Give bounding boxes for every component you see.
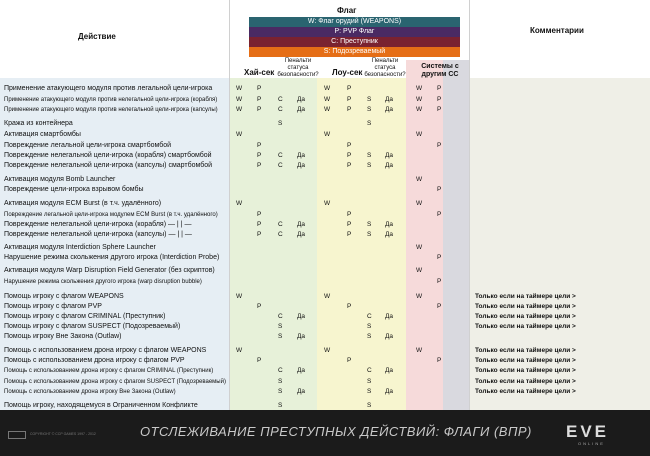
flag-cell-l3: S — [367, 152, 372, 159]
row-label: Нарушение режима скольжения другого игрока (warp disruption bubble) — [4, 279, 202, 285]
row-label: Активация модуля Warp Disruption Field Generator (без скриптов) — [4, 267, 215, 274]
flag-cell-l1: W — [324, 347, 331, 354]
flag-cell-l3: S — [367, 162, 372, 169]
legend-suspect: S: Подозреваемый — [249, 47, 460, 57]
table-row — [0, 346, 650, 356]
row-label: Активация модуля Interdiction Sphere Launcher — [4, 244, 156, 251]
table-row — [0, 243, 650, 253]
flag-cell-h3: S — [278, 323, 283, 330]
flag-cell-h3: S — [278, 388, 283, 395]
table-row — [0, 332, 650, 342]
legend-criminal: C: Преступник — [249, 37, 460, 47]
table-row — [0, 151, 650, 161]
row-label: Повреждение нелегальной цели-игрока (капсулы) — | | — — [4, 231, 192, 238]
flag-cell-h4: Да — [297, 96, 306, 103]
flag-cell-l2: P — [347, 211, 352, 218]
row-comment: Только если на таймере цели > — [475, 347, 576, 354]
flag-cell-h3: C — [278, 313, 283, 320]
flag-cell-h4: Да — [297, 367, 306, 374]
flag-cell-l2: P — [347, 357, 352, 364]
flag-cell-o2: P — [437, 85, 442, 92]
flag-cell-l2: P — [347, 231, 352, 238]
row-comment: Только если на таймере цели > — [475, 313, 576, 320]
table-row — [0, 185, 650, 195]
row-label: Помощь игроку с флагом WEAPONS — [4, 293, 124, 300]
row-label: Помощь с использованием дрона игроку с флагом WEAPONS — [4, 347, 207, 354]
flag-cell-l4: Да — [385, 313, 394, 320]
flag-cell-h3: C — [278, 221, 283, 228]
flag-cell-l3: S — [367, 378, 372, 385]
table-row — [0, 141, 650, 151]
table-row — [0, 277, 650, 287]
flag-cell-h1: W — [236, 131, 243, 138]
flag-cell-l2: P — [347, 221, 352, 228]
flag-cell-l3: S — [367, 333, 372, 340]
row-label: Помощь с использованием дрона игроку с флагом PVP — [4, 357, 185, 364]
row-label: Повреждение нелегальной цели-игрока (капсулы) смартбомбой — [4, 162, 213, 169]
row-comment: Только если на таймере цели > — [475, 293, 576, 300]
flag-cell-h4: Да — [297, 333, 306, 340]
flag-cell-h4: Да — [297, 152, 306, 159]
flag-cell-l4: Да — [385, 221, 394, 228]
flag-cell-l3: S — [367, 388, 372, 395]
flag-cell-h1: W — [236, 96, 243, 103]
flag-cell-h3: S — [278, 378, 283, 385]
row-comment: Только если на таймере цели > — [475, 388, 576, 395]
flag-cell-o1: W — [416, 176, 423, 183]
lowsec-penalty-header: Пенальти статуса безопасности? — [364, 58, 406, 78]
flag-cell-o1: W — [416, 96, 423, 103]
flag-cell-h4: Да — [297, 221, 306, 228]
comments-header: Комментарии — [530, 26, 584, 35]
flag-cell-h1: W — [236, 85, 243, 92]
row-label: Применение атакующего модуля против нелегальной цели-игрока (капсулы) — [4, 107, 218, 113]
flag-cell-l3: S — [367, 221, 372, 228]
flag-cell-h1: W — [236, 347, 243, 354]
row-label: Помощь игроку с флагом SUSPECT (Подозреваемый) — [4, 323, 181, 330]
table-row — [0, 84, 650, 94]
flag-cell-h4: Да — [297, 313, 306, 320]
flag-cell-l1: W — [324, 293, 331, 300]
row-label: Повреждение легальной цели-игрока смартбомбой — [4, 142, 172, 149]
table-row — [0, 322, 650, 332]
flag-cell-o1: W — [416, 244, 423, 251]
flag-cell-l3: S — [367, 106, 372, 113]
row-comment: Только если на таймере цели > — [475, 357, 576, 364]
table-row — [0, 230, 650, 240]
flag-cell-l4: Да — [385, 162, 394, 169]
flag-cell-l2: P — [347, 106, 352, 113]
table-row — [0, 312, 650, 322]
flag-cell-l4: Да — [385, 333, 394, 340]
row-label: Помощь игроку, находящемуся в Ограниченном Конфликте — [4, 402, 198, 409]
flag-cell-h2: P — [257, 96, 262, 103]
table-row — [0, 253, 650, 263]
footer — [0, 410, 650, 456]
othersec-header: Системы с другим СС — [421, 63, 459, 78]
flag-cell-o1: W — [416, 267, 423, 274]
flag-cell-h2: P — [257, 106, 262, 113]
flag-cell-o2: P — [437, 96, 442, 103]
flag-cell-l1: W — [324, 200, 331, 207]
row-comment: Только если на таймере цели > — [475, 323, 576, 330]
flag-cell-h2: P — [257, 142, 262, 149]
row-label: Повреждение нелегальной цели-игрока (корабля) — | | — — [4, 221, 192, 228]
flag-cell-h3: C — [278, 152, 283, 159]
flag-cell-l2: P — [347, 85, 352, 92]
flag-cell-o1: W — [416, 131, 423, 138]
flag-cell-o1: W — [416, 293, 423, 300]
flag-cell-o2: P — [437, 211, 442, 218]
row-label: Активация смартбомбы — [4, 131, 81, 138]
table-row — [0, 356, 650, 366]
row-comment: Только если на таймере цели > — [475, 378, 576, 385]
table-row — [0, 199, 650, 209]
flag-cell-h3: S — [278, 333, 283, 340]
highsec-header: Хай-сек — [244, 68, 275, 77]
row-label: Помощь игроку Вне Закона (Outlaw) — [4, 333, 122, 340]
row-label: Помощь игроку с флагом PVP — [4, 303, 102, 310]
flag-cell-o2: P — [437, 106, 442, 113]
table-row — [0, 366, 650, 376]
flag-cell-l3: S — [367, 96, 372, 103]
flag-cell-l1: W — [324, 131, 331, 138]
flag-cell-l1: W — [324, 96, 331, 103]
ccp-logo-icon — [8, 431, 26, 439]
flag-cell-h3: C — [278, 96, 283, 103]
flag-cell-h2: P — [257, 231, 262, 238]
footer-copyright: COPYRIGHT © CCP GAMES 1997 - 2012 — [30, 432, 96, 436]
table-row — [0, 95, 650, 105]
flag-header: Флаг — [337, 6, 357, 15]
flag-cell-h2: P — [257, 221, 262, 228]
footer-title: ОТСЛЕЖИВАНИЕ ПРЕСТУПНЫХ ДЕЙСТВИЙ: ФЛАГИ (ВПР) — [140, 424, 532, 439]
table-row — [0, 266, 650, 276]
flag-cell-o2: P — [437, 254, 442, 261]
flag-cell-l4: Да — [385, 388, 394, 395]
row-label: Помощь игроку с флагом CRIMINAL (Преступник) — [4, 313, 166, 320]
row-label: Кража из контейнера — [4, 120, 73, 127]
flag-cell-h3: S — [278, 402, 283, 409]
row-label: Нарушение режима скольжения другого игрока (Interdiction Probe) — [4, 254, 220, 261]
flag-cell-h3: S — [278, 120, 283, 127]
eve-logo: EVE — [566, 422, 610, 441]
row-label: Применение атакующего модуля против нелегальной цели-игрока (корабля) — [4, 97, 218, 103]
flag-cell-l4: Да — [385, 106, 394, 113]
eve-logo-sub: ONLINE — [578, 441, 605, 446]
flag-cell-h4: Да — [297, 231, 306, 238]
flag-cell-o2: P — [437, 278, 442, 285]
table-row — [0, 119, 650, 129]
row-comment: Только если на таймере цели > — [475, 303, 576, 310]
flag-cell-o1: W — [416, 200, 423, 207]
flag-cell-h2: P — [257, 85, 262, 92]
flag-cell-l3: S — [367, 120, 372, 127]
table-row — [0, 292, 650, 302]
row-label: Повреждение цели-игрока взрывом бомбы — [4, 186, 144, 193]
flag-cell-l2: P — [347, 142, 352, 149]
flag-cell-h3: C — [278, 367, 283, 374]
row-comment: Только если на таймере цели > — [475, 367, 576, 374]
flag-cell-h3: C — [278, 162, 283, 169]
flag-cell-h1: W — [236, 200, 243, 207]
flag-cell-h2: P — [257, 211, 262, 218]
action-header: Действие — [78, 32, 116, 41]
flag-cell-h3: C — [278, 106, 283, 113]
flag-cell-h4: Да — [297, 388, 306, 395]
flag-cell-o2: P — [437, 303, 442, 310]
flag-cell-l1: W — [324, 85, 331, 92]
flag-cell-l4: Да — [385, 96, 394, 103]
flag-cell-h2: P — [257, 162, 262, 169]
flag-cell-h1: W — [236, 293, 243, 300]
row-label: Повреждение нелегальной цели-игрока (корабля) смартбомбой — [4, 152, 212, 159]
legend-pvp: P: PVP Флаг — [249, 27, 460, 37]
table-row — [0, 175, 650, 185]
flag-cell-o2: P — [437, 186, 442, 193]
flag-cell-l1: W — [324, 106, 331, 113]
flag-cell-h2: P — [257, 152, 262, 159]
table-row — [0, 377, 650, 387]
row-label: Повреждение легальной цели-игрока модулем ECM Burst (в т.ч. удалённого) — [4, 212, 218, 218]
table-row — [0, 220, 650, 230]
row-label: Активация модуля Bomb Launcher — [4, 176, 116, 183]
flag-cell-l4: Да — [385, 367, 394, 374]
flag-cell-l3: S — [367, 231, 372, 238]
flag-cell-o2: P — [437, 357, 442, 364]
flag-cell-l2: P — [347, 96, 352, 103]
legend-weapons: W: Флаг орудий (WEAPONS) — [249, 17, 460, 27]
flag-cell-l4: Да — [385, 152, 394, 159]
flag-cell-h1: W — [236, 106, 243, 113]
table-row — [0, 210, 650, 220]
row-label: Помощь с использованием дрона игроку с флагом CRIMINAL (Преступник) — [4, 368, 214, 374]
highsec-penalty-header: Пенальти статуса безопасности? — [277, 58, 319, 78]
flag-cell-l3: C — [367, 313, 372, 320]
table-row — [0, 387, 650, 397]
flag-cell-l2: P — [347, 303, 352, 310]
table-row — [0, 130, 650, 140]
row-label: Помощь с использованием дрона игроку Вне Закона (Outlaw) — [4, 389, 176, 395]
flag-cell-h3: C — [278, 231, 283, 238]
flag-cell-l3: S — [367, 323, 372, 330]
table-row — [0, 105, 650, 115]
flag-cell-o1: W — [416, 106, 423, 113]
flag-cell-h2: P — [257, 303, 262, 310]
flag-cell-l3: C — [367, 367, 372, 374]
row-label: Активация модуля ECM Burst (в т.ч. удалённого) — [4, 200, 162, 207]
flag-cell-h2: P — [257, 357, 262, 364]
flag-cell-l4: Да — [385, 231, 394, 238]
flag-cell-h4: Да — [297, 106, 306, 113]
flag-cell-l2: P — [347, 152, 352, 159]
row-label: Применение атакующего модуля против легальной цели-игрока — [4, 85, 213, 92]
flag-cell-o1: W — [416, 85, 423, 92]
table-row — [0, 161, 650, 171]
flag-cell-o1: W — [416, 347, 423, 354]
flag-cell-l3: S — [367, 402, 372, 409]
table-row — [0, 302, 650, 312]
lowsec-header: Лоу-сек — [332, 68, 363, 77]
flag-cell-o2: P — [437, 142, 442, 149]
flag-cell-h4: Да — [297, 162, 306, 169]
row-label: Помощь с использованием дрона игроку с флагом SUSPECT (Подозреваемый) — [4, 379, 226, 385]
flag-cell-l2: P — [347, 162, 352, 169]
